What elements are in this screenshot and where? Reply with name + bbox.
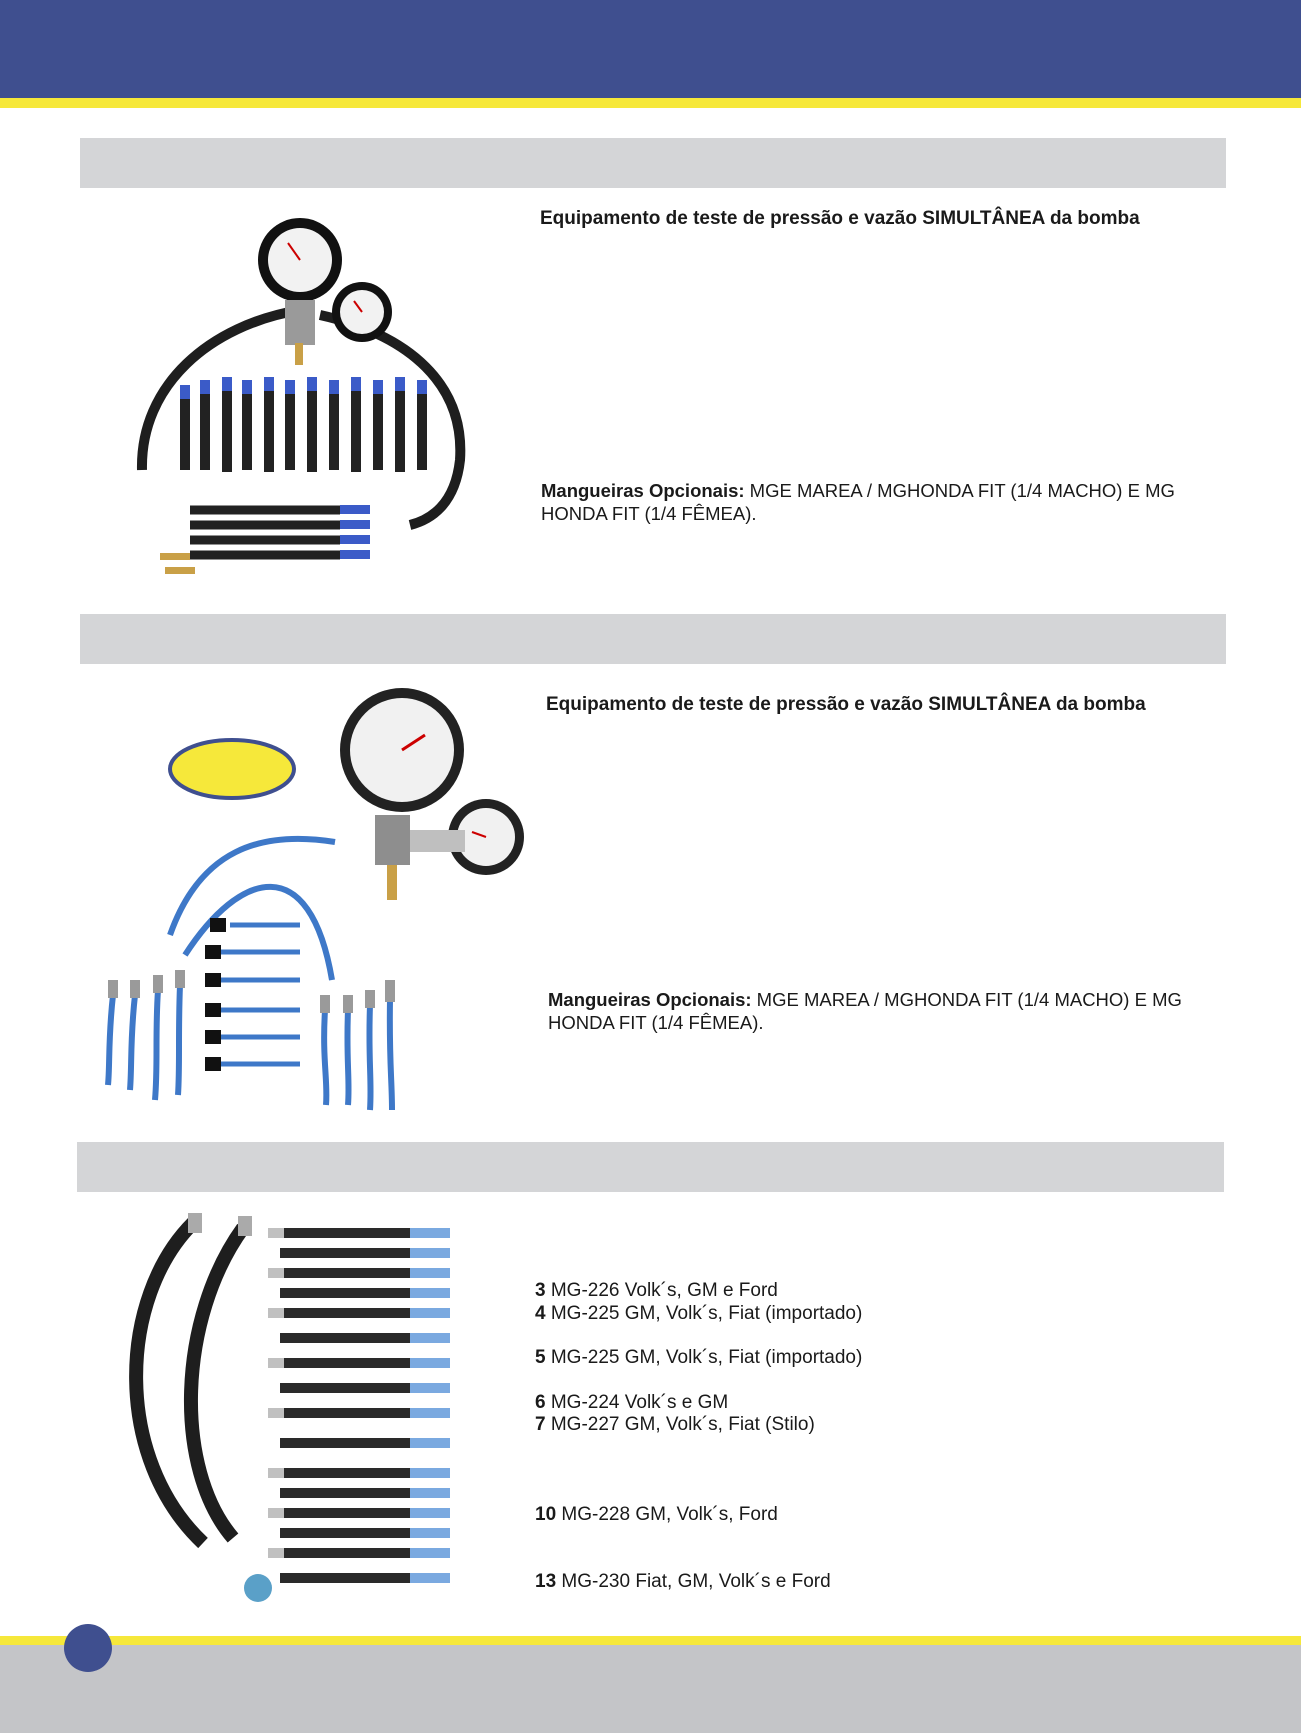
item-number: 10	[535, 1503, 557, 1525]
list-item	[535, 1280, 862, 1303]
item-text: MG-228 GM, Volk´s, Ford	[556, 1503, 778, 1525]
list-item	[535, 1414, 862, 1437]
optional-label: Mangueiras Opcionais:	[548, 989, 752, 1010]
item-text: MG-226 Volk´s, GM e Ford	[545, 1280, 778, 1301]
item-text: MG-230 Fiat, GM, Volk´s e Ford	[556, 1571, 831, 1592]
section-3-title-bar	[77, 1142, 1224, 1192]
footer-band	[0, 1645, 1301, 1733]
item-number: 7	[535, 1414, 546, 1435]
section-3-hose-list	[535, 1280, 862, 1594]
item-text: MG-225 GM, Volk´s, Fiat (importado)	[545, 1347, 863, 1368]
list-item	[535, 1303, 862, 1326]
section-2-heading: Equipamento de teste de pressão e vazão SIMULTÂNEA da bomba	[546, 694, 1146, 715]
optional-text: MGE MAREA / MGHONDA FIT (1/4 MACHO) E MG HONDA FIT (1/4 FÊMEA).	[548, 989, 1182, 1033]
item-text: MG-224 Volk´s e GM	[545, 1391, 729, 1413]
item-text: MG-227 GM, Volk´s, Fiat (Stilo)	[545, 1414, 815, 1435]
page-number-dot	[64, 1624, 112, 1672]
optional-label: Mangueiras Opcionais:	[541, 480, 745, 501]
header-stripe	[0, 98, 1301, 108]
list-item	[535, 1571, 862, 1594]
section-3-product-image	[108, 1208, 473, 1618]
section-1-heading: Equipamento de teste de pressão e vazão SIMULTÂNEA da bomba	[540, 208, 1140, 229]
list-item	[535, 1347, 862, 1370]
item-number: 5	[535, 1347, 546, 1368]
item-number: 6	[535, 1391, 546, 1413]
footer-stripe	[0, 1636, 1301, 1645]
section-1-product-image	[130, 215, 470, 585]
item-number: 3	[535, 1280, 546, 1301]
list-item	[535, 1392, 862, 1415]
header-band	[0, 0, 1301, 98]
section-2-optional-hoses	[548, 988, 1188, 1034]
item-text: MG-225 GM, Volk´s, Fiat (importado)	[545, 1302, 863, 1324]
section-2-title-bar	[80, 614, 1226, 664]
optional-text: MGE MAREA / MGHONDA FIT (1/4 MACHO) E MG HONDA FIT (1/4 FÊMEA).	[541, 480, 1175, 524]
item-number: 13	[535, 1571, 557, 1592]
section-1-optional-hoses	[541, 479, 1181, 525]
list-item	[535, 1504, 862, 1527]
section-2-product-image	[100, 680, 530, 1120]
section-1-title-bar	[80, 138, 1226, 188]
item-number: 4	[535, 1302, 546, 1324]
